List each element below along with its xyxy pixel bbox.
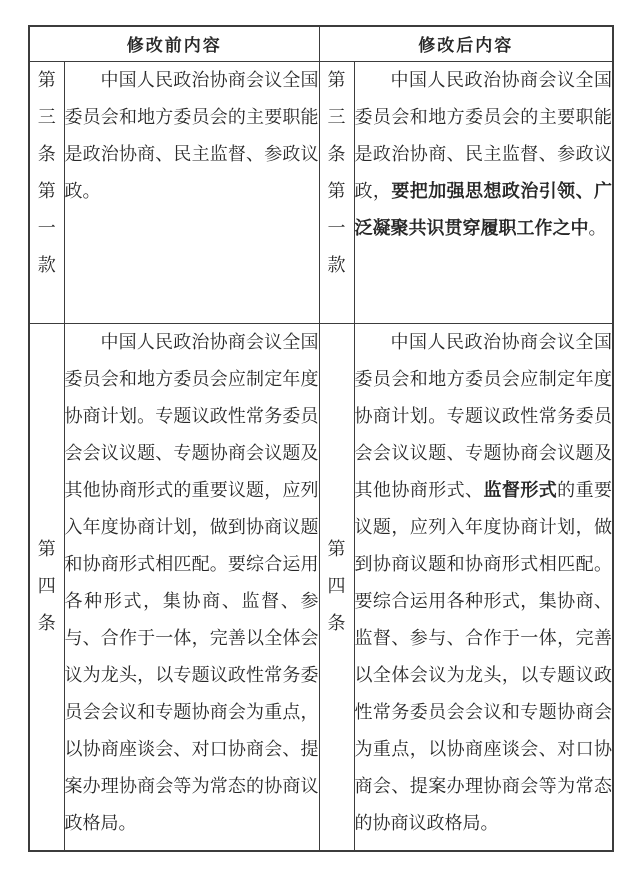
article-label-char: 款 — [37, 254, 56, 275]
column-header-after: 修改后内容 — [319, 26, 613, 61]
article-label-char: 三 — [37, 106, 56, 127]
article-label-char: 条 — [37, 143, 56, 164]
paragraph — [65, 62, 319, 210]
body-text: 。 — [588, 217, 607, 238]
article-label-char: 第 — [327, 69, 346, 90]
article-label-char: 一 — [327, 217, 346, 238]
paragraph — [355, 324, 613, 842]
article-label-char: 第 — [37, 69, 56, 90]
revision-comparison-table — [28, 25, 614, 852]
article-label-char: 第 — [37, 180, 56, 201]
article-label-before-row2 — [29, 323, 64, 851]
column-header-before: 修改前内容 — [29, 26, 319, 61]
article-label-char: 条 — [327, 143, 346, 164]
article-label-char: 第 — [327, 539, 346, 560]
article-label-after-row2 — [319, 323, 354, 851]
body-text: 中国人民政治协商会议全国委员会和地方委员会的主要职能是政治协商、民主监督、参政议政， — [354, 69, 612, 201]
body-text: 中国人民政治协商会议全国委员会和地方委员会应制定年度协商计划。专题议政性常务委员会会议议题、专题协商会议题及其他协商形式的重要议题，应列入年度协商计划，做到协商议题和协商形式相匹配。要综合运用各种形式，集协商、监督、参与、合作于一体，完善以全体会议为龙头，以专题议政性常务委员会会议和专题协商会为重点，以协商座谈会、对口协商会、提案办理协商会等为常态的协商议政格局。 — [64, 331, 319, 833]
article-label-after-row1 — [319, 61, 354, 323]
table-row-article-3 — [29, 61, 613, 323]
after-content-row2 — [354, 323, 613, 851]
article-label-char: 第 — [37, 539, 56, 560]
article-label-char: 条 — [327, 613, 346, 634]
article-label-char: 三 — [327, 106, 346, 127]
article-label-before-row1 — [29, 61, 64, 323]
before-content-row2 — [64, 323, 319, 851]
article-label-char: 四 — [37, 576, 56, 597]
body-text: 中国人民政治协商会议全国委员会和地方委员会的主要职能是政治协商、民主监督、参政议政。 — [64, 69, 319, 201]
article-label-char: 四 — [327, 576, 346, 597]
body-text: 中国人民政治协商会议全国委员会和地方委员会应制定年度协商计划。专题议政性常务委员会会议议题、专题协商会议题及其他协商形式、 — [354, 331, 612, 500]
emphasized-text: 要把加强思想政治引领、广泛凝聚共识贯穿履职工作之中 — [354, 180, 613, 238]
paragraph — [355, 62, 613, 247]
header-row — [29, 26, 613, 61]
article-label-char: 款 — [327, 254, 346, 275]
before-content-row1 — [64, 61, 319, 323]
article-label-char: 第 — [327, 180, 346, 201]
article-label-char: 条 — [37, 613, 56, 634]
emphasized-text: 监督形式 — [483, 479, 558, 500]
article-label-char: 一 — [37, 217, 56, 238]
after-content-row1 — [354, 61, 613, 323]
body-text: 的重要议题，应列入年度协商计划，做到协商议题和协商形式相匹配。要综合运用各种形式，集协商、监督、参与、合作于一体，完善以全体会议为龙头，以专题议政性常务委员会会议和专题协商会为重点，以协商座谈会、对口协商会、提案办理协商会等为常态的协商议政格局。 — [354, 479, 613, 833]
paragraph — [65, 324, 319, 842]
table-row-article-4 — [29, 323, 613, 851]
